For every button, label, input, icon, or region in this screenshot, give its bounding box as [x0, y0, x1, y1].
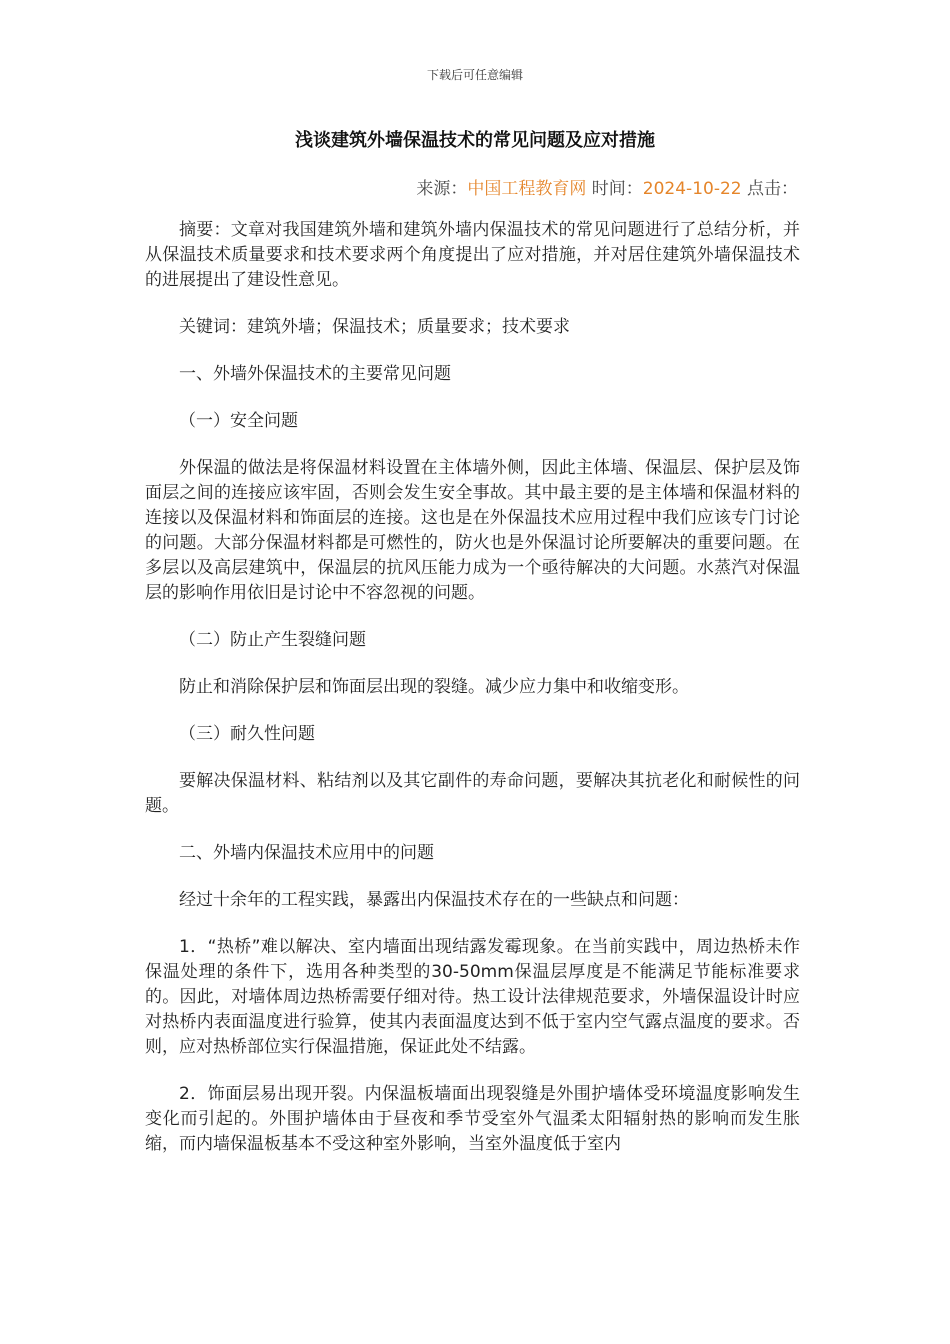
body-paragraph: 防止和消除保护层和饰面层出现的裂缝。减少应力集中和收缩变形。: [179, 677, 689, 697]
time-label: 时间：: [591, 179, 643, 199]
article-body: [145, 218, 800, 1179]
section-heading-1: 一、外墙外保温技术的主要常见问题: [179, 364, 451, 384]
source-link[interactable]: 中国工程教育网: [467, 179, 587, 199]
subsection-heading-3: （三）耐久性问题: [179, 724, 315, 744]
clicks-label: 点击：: [747, 179, 798, 199]
abstract-paragraph: 摘要：文章对我国建筑外墙和建筑外墙内保温技术的常见问题进行了总结分析，并从保温技术质量要求和技术要求两个角度提出了应对措施，并对居住建筑外墙保温技术的进展提出了建设性意见。: [145, 220, 800, 290]
article-meta: [416, 174, 798, 199]
publish-date: 2024-10-22: [642, 179, 742, 199]
numbered-paragraph-1: 1．“热桥”难以解决、室内墙面出现结露发霉现象。在当前实践中，周边热桥未作保温处理的条件下，选用各种类型的30-50mm保温层厚度是不能满足节能标准要求的。因此，对墙体周边热桥需要仔细对待。热工设计法律规范要求，外墙保温设计时应对热桥内表面温度进行验算，使其内表面温度达到不低于室内空气露点温度的要求。否则，应对热桥部位实行保温措施，保证此处不结露。: [145, 937, 800, 1057]
subsection-heading-2: （二）防止产生裂缝问题: [179, 630, 366, 650]
body-paragraph: 外保温的做法是将保温材料设置在主体墙外侧，因此主体墙、保温层、保护层及饰面层之间的连接应该牢固，否则会发生安全事故。其中最主要的是主体墙和保温材料的连接以及保温材料和饰面层的连接。这也是在外保温技术应用过程中我们应该专门讨论的问题。大部分保温材料都是可燃性的，防火也是外保温讨论所要解决的重要问题。在多层以及高层建筑中，保温层的抗风压能力成为一个亟待解决的大问题。水蒸汽对保温层的影响作用依旧是讨论中不容忽视的问题。: [145, 458, 800, 603]
section-heading-2: 二、外墙内保温技术应用中的问题: [179, 843, 434, 863]
body-paragraph: 经过十余年的工程实践，暴露出内保温技术存在的一些缺点和问题：: [179, 890, 689, 910]
document-title: 浅谈建筑外墙保温技术的常见问题及应对措施: [295, 130, 655, 151]
subsection-heading-1: （一）安全问题: [179, 411, 298, 431]
keywords-paragraph: 关键词：建筑外墙；保温技术；质量要求；技术要求: [179, 317, 570, 337]
numbered-paragraph-2: 2．饰面层易出现开裂。内保温板墙面出现裂缝是外围护墙体受环境温度影响发生变化而引起的。外围护墙体由于昼夜和季节受室外气温柔太阳辐射热的影响而发生胀缩，而内墙保温板基本不受这种室外影响，当室外温度低于室内: [145, 1084, 800, 1154]
header-note: 下载后可任意编辑: [426, 68, 523, 82]
source-label: 来源：: [416, 179, 468, 199]
body-paragraph: 要解决保温材料、粘结剂以及其它副件的寿命问题，要解决其抗老化和耐候性的问题。: [145, 771, 800, 816]
